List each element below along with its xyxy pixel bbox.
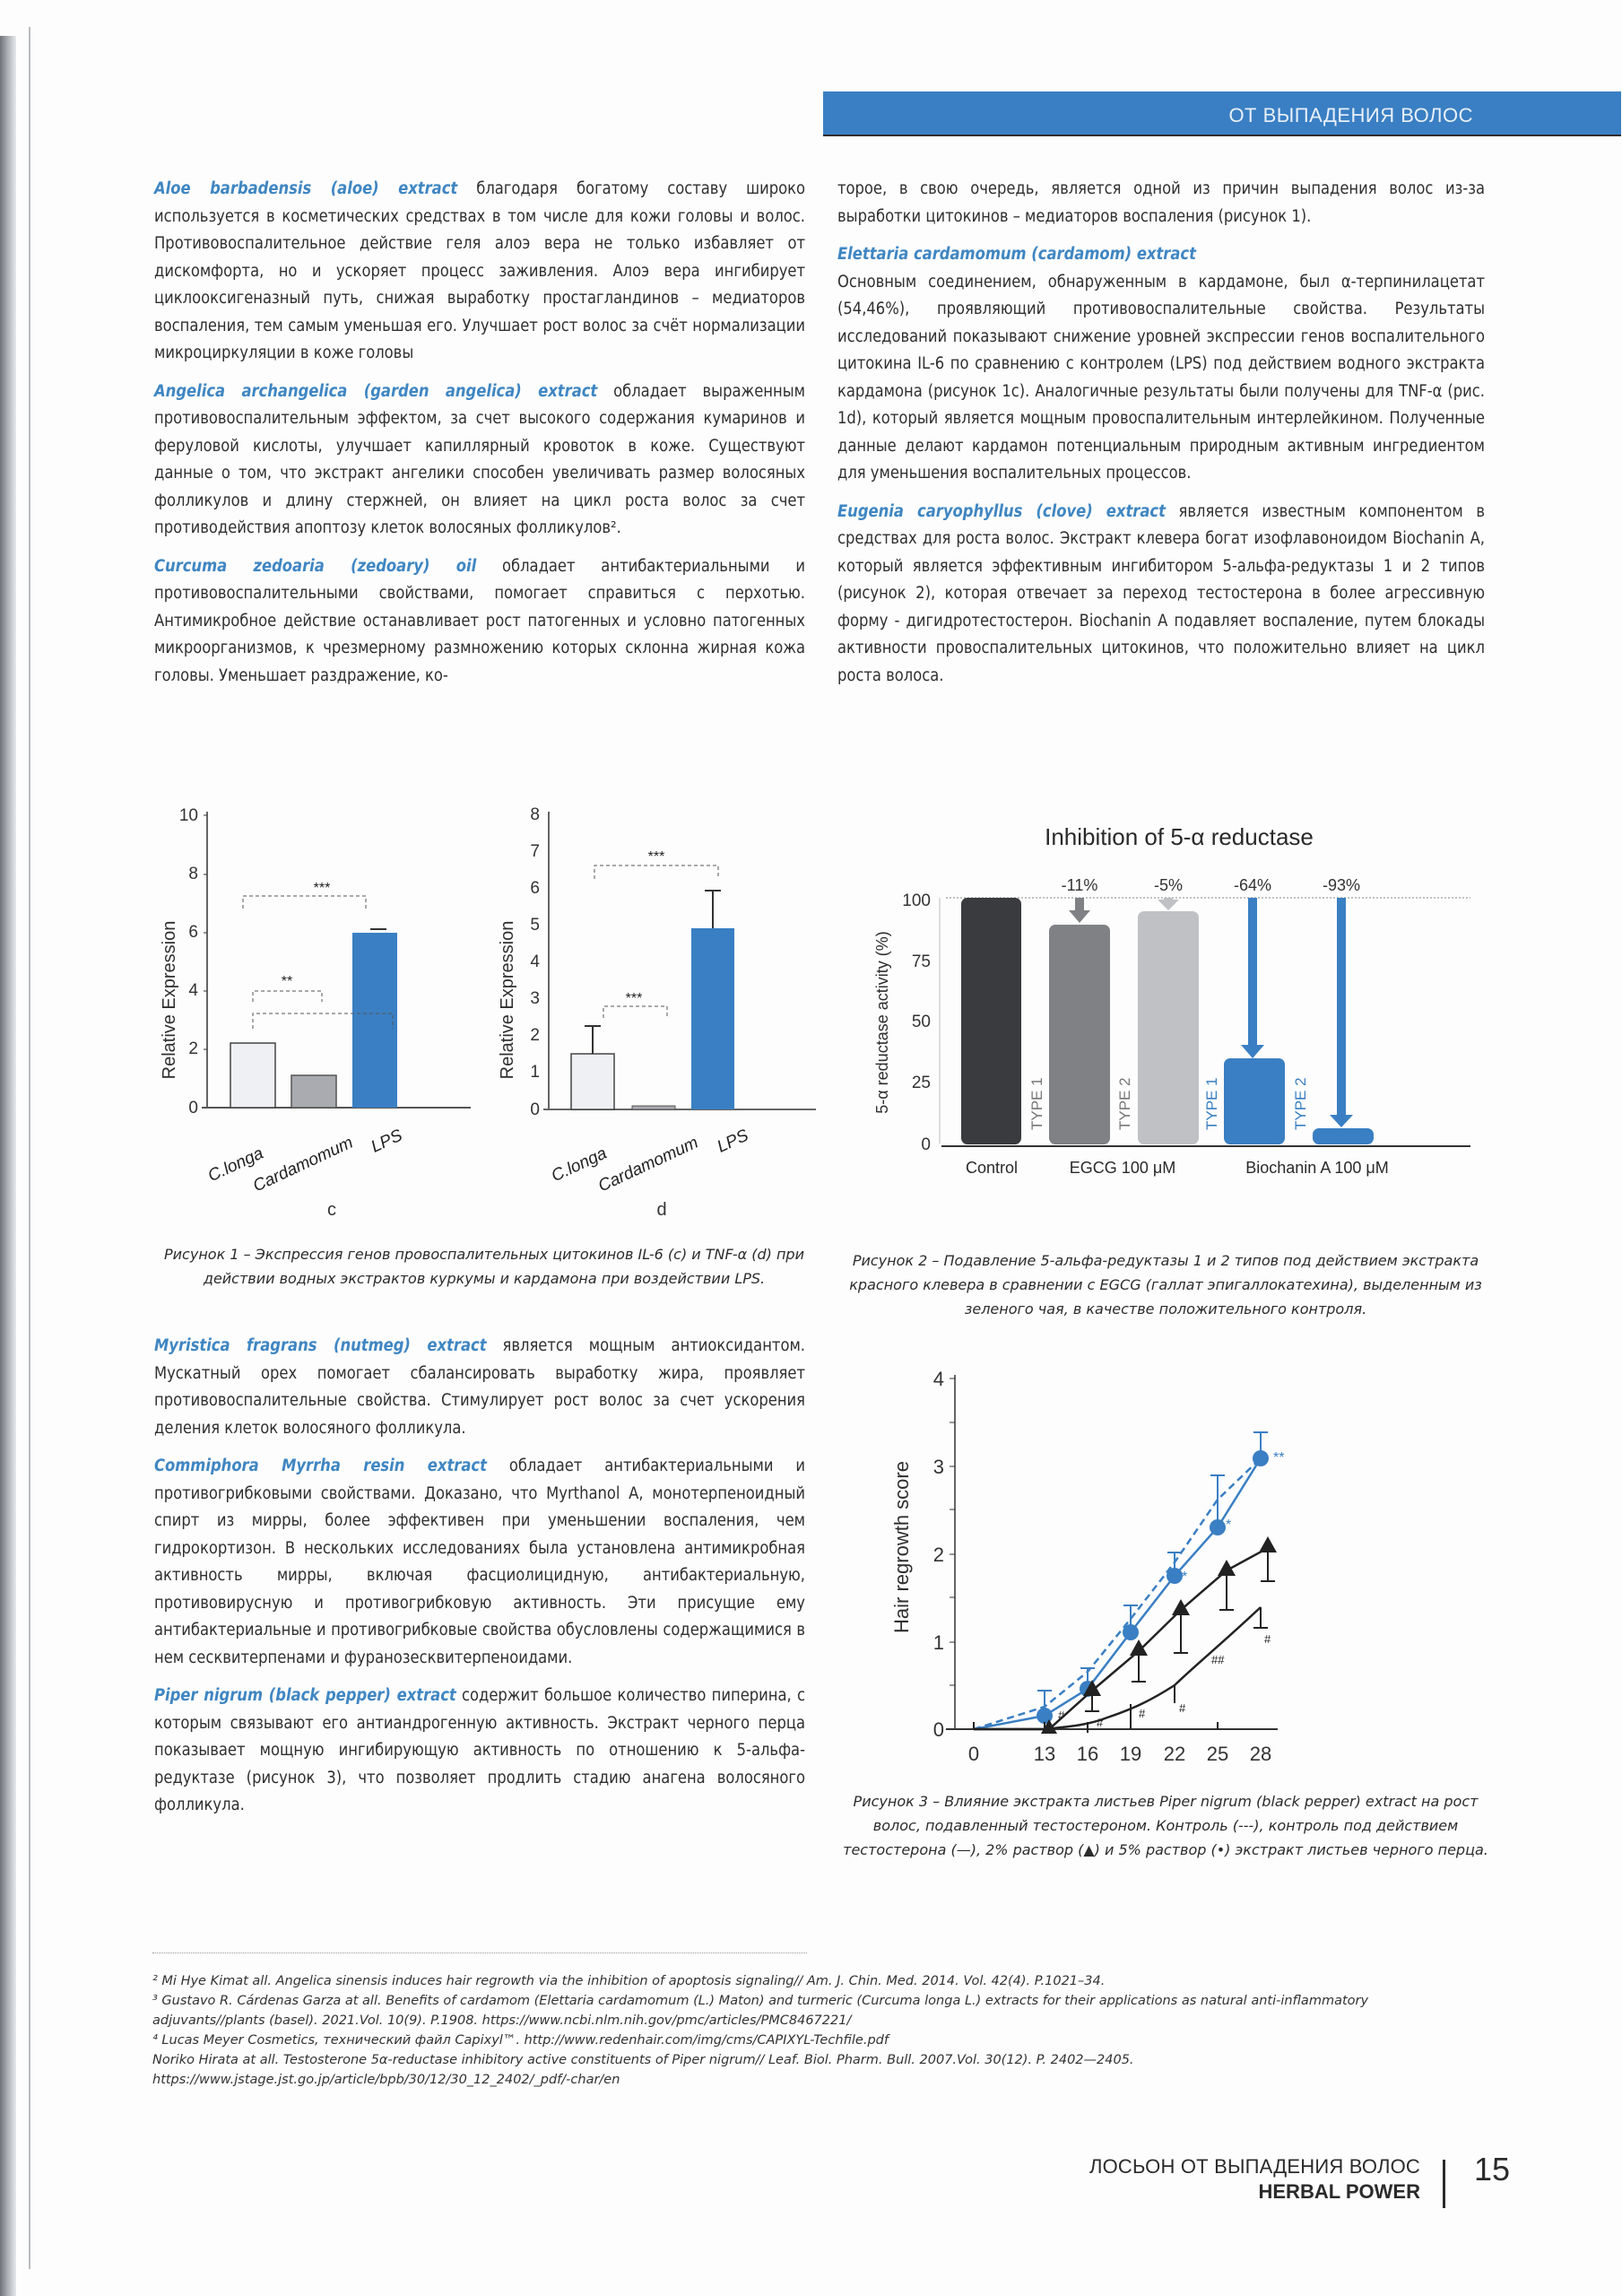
svg-text:#: # <box>1058 1709 1065 1722</box>
bar-cardamomum <box>632 1106 675 1109</box>
svg-text:*: * <box>1182 1570 1188 1585</box>
svg-text:-64%: -64% <box>1233 876 1272 894</box>
paragraph-body: благодаря богатому составу широко используется в косметических средствах в том числе для кожи головы и волос. Противовоспалительное действие геля алоэ вера не только избавляет от дискомфорта, но и ускоряет процесс заживления. Алоэ вера ингибирует циклооксигеназный путь, снижая выработку простагландинов – медиаторов воспаления, тем самым уменьшая его. Улучшает рост волос за счёт нормализации микроциркуляции в коже головы <box>154 179 805 362</box>
lower-left-column-text <box>154 1333 805 1831</box>
bar-biochanin-type1 <box>1224 1058 1285 1144</box>
footnote-4: ⁴ Lucas Meyer Cosmetics, технический файл Capixyl™. http://www.redenhair.com/img/cms/CAPIXYL-Techfile.pdf <box>152 2033 889 2048</box>
svg-text:0: 0 <box>932 1718 944 1741</box>
paragraph-clove <box>837 499 1485 691</box>
svg-text:10: 10 <box>178 806 198 825</box>
svg-text:LPS: LPS <box>714 1126 752 1157</box>
paragraph-body: обладает антибактериальными и противовоспалительными свойствами, помогает справиться с перхотью. Антимикробное действие останавливает рост патогенных и условно патогенных микроорганизмов, к чрезмерному размножению которых склонна жирная кожа головы. Уменьшает раздражение, ко- <box>154 556 805 685</box>
paragraph-lead: Commiphora Myrrha resin extract <box>154 1457 487 1475</box>
svg-text:Control: Control <box>965 1159 1019 1177</box>
left-column-text <box>154 176 805 700</box>
bar-cardamomum <box>291 1075 336 1108</box>
svg-text:13: 13 <box>1033 1743 1056 1765</box>
svg-text:6: 6 <box>188 923 198 942</box>
svg-text:Cardamomum: Cardamomum <box>250 1133 357 1196</box>
footnote-2: ² Mi Hye Kimat all. Angelica sinensis induces hair regrowth via the inhibition of apoptosis signaling// Am. J. Chin. Med. 2014. Vol. 42(4). P.1021–34. <box>152 1974 1106 1988</box>
svg-text:-93%: -93% <box>1322 876 1361 894</box>
svg-text:#: # <box>1097 1716 1104 1729</box>
paragraph-curcuma <box>154 553 805 691</box>
svg-text:5-α reductase activity (%): 5-α reductase activity (%) <box>873 931 891 1114</box>
paragraph-aloe <box>154 176 805 368</box>
paragraph-lead: Elettaria cardamomum (cardamom) extract <box>837 245 1196 264</box>
page-gutter-line <box>29 27 30 2269</box>
paragraph-black-pepper <box>154 1683 805 1820</box>
y-axis-label: Relative Expression <box>160 920 179 1080</box>
figure1c-chart <box>148 794 480 1233</box>
y-ticks <box>179 806 199 1118</box>
panel-label-d: d <box>656 1200 667 1220</box>
figure2-caption: Рисунок 2 – Подавление 5-альфа-редуктазы 1 и 2 типов под действием экстракта красного клевера в сравнении с EGCG (галлат эпигаллокатехина), выделенным из зеленого чая, в качестве положительного контроля. <box>849 1252 1482 1318</box>
paragraph-body: является мощным антиоксидантом. Мускатный орех помогает сбалансировать выработку жира, проявляет противовоспалительные свойства. Стимулирует рост волос за счет ускорения деления клеток волосяного фолликула. <box>154 1336 805 1438</box>
svg-text:22: 22 <box>1163 1743 1186 1765</box>
svg-text:1: 1 <box>932 1631 944 1654</box>
footnote-5: Noriko Hirata at all. Testosterone 5α-reductase inhibitory active constituents of Piper nigrum// Leaf. Biol. Pharm. Bull. 2007.Vol. 30(12). P. 2402—2405. <box>152 2053 1134 2067</box>
figure1-caption: Рисунок 1 – Экспрессия генов провоспалительных цитокинов IL-6 (c) и TNF-α (d) при действии водных экстрактов куркумы и кардамона при воздействии LPS. <box>164 1246 804 1287</box>
svg-text:4: 4 <box>188 981 198 1000</box>
paragraph-lead: Eugenia caryophyllus (clove) extract <box>837 501 1166 521</box>
paragraph-body: обладает антибактериальными и противогрибковыми свойствами. Доказано, что Myrthanol A, монотерпеноидный спирт из мирры, более эффективен при уменьшении воспаления, чем гидрокортизон. В нескольких исследованиях была установлена антимикробная активность мирры, включая фасциолицидную, антибактериальную, противовирусную и противогрибковую активность. Эти присущие ему антибактериальные и противогрибковые свойства обусловлены содержащимися в нем сесквитерпенами и фуранозесквитерпеноидами. <box>154 1457 805 1667</box>
svg-text:Hair regrowth score: Hair regrowth score <box>890 1461 913 1633</box>
svg-text:TYPE 1: TYPE 1 <box>1203 1077 1220 1130</box>
svg-text:8: 8 <box>530 805 540 824</box>
section-header-band <box>823 91 1621 136</box>
svg-text:3: 3 <box>530 989 540 1008</box>
bar-biochanin-type2 <box>1313 1128 1374 1144</box>
page-footer <box>1089 2151 1510 2205</box>
chart-title: Inhibition of 5-α reductase <box>1045 823 1314 850</box>
paragraph-lead: Angelica archangelica (garden angelica) extract <box>154 381 598 401</box>
svg-text:4: 4 <box>932 1368 944 1390</box>
paragraph-continuation <box>837 176 1485 230</box>
footer-brand: HERBAL POWER <box>1258 2180 1420 2203</box>
svg-text:8: 8 <box>188 865 198 883</box>
bar-lps <box>352 933 397 1108</box>
svg-text:-11%: -11% <box>1061 876 1098 894</box>
footnote-3: ³ Gustavo R. Cárdenas Garza at all. Benefits of cardamom (Elettaria cardamomum (L.) Maton) and turmeric (Curcuma longa L.) extracts for their applications as natural anti-inflammatory <box>152 1994 1369 2008</box>
bar-control <box>961 898 1021 1144</box>
svg-text:0: 0 <box>188 1099 198 1118</box>
svg-text:TYPE 1: TYPE 1 <box>1028 1077 1045 1130</box>
svg-text:2: 2 <box>932 1544 944 1566</box>
bar-egcg-type1 <box>1049 925 1110 1144</box>
svg-text:50: 50 <box>911 1013 931 1031</box>
svg-text:0: 0 <box>921 1135 931 1154</box>
footnote-divider <box>152 1952 807 1953</box>
svg-text:0: 0 <box>967 1743 980 1765</box>
svg-text:25: 25 <box>1206 1743 1229 1765</box>
svg-text:***: *** <box>625 991 643 1006</box>
figure2-chart <box>861 812 1470 1188</box>
figure3-chart <box>865 1350 1439 1780</box>
svg-text:C.longa: C.longa <box>204 1144 267 1187</box>
right-column-text <box>837 176 1485 700</box>
svg-text:Cardamomum: Cardamomum <box>595 1133 702 1196</box>
bar-clonga <box>571 1054 614 1109</box>
paragraph-body: Основным соединением, обнаруженным в кардамоне, был α-терпинилацетат (54,46%), проявляющий противовоспалительные свойства. Результаты исследований показывают снижение уровней экспрессии генов воспалительного цитокина IL-6 по сравнению с контролем (LPS) под действием водного экстракта кардамона (рисунок 1c). Аналогичные результаты были получены для TNF-α (рис. 1d), который является мощным провоспалительным интерлейкином. Полученные данные делают кардамон потенциальным природным активным ингредиентом для уменьшения воспалительных процессов. <box>837 272 1485 483</box>
paragraph-lead: Myristica fragrans (nutmeg) extract <box>154 1336 487 1355</box>
svg-text:TYPE 2: TYPE 2 <box>1116 1077 1133 1130</box>
paragraph-body: является известным компонентом в средствах для роста волос. Экстракт клевера богат изофлавоноидом Biochanin A, который является эффективным ингибитором 5-альфа-редуктазы 1 и 2 типов (рисунок 2), которая отвечает за переход тестостерона в более агрессивную форму - дигидротестостерон. Biochanin A подавляет воспаление, путем блокады активности провоспалительных цитокинов, что положительно влияет на цикл роста волоса. <box>837 501 1485 685</box>
svg-text:EGCG 100 μM: EGCG 100 μM <box>1069 1159 1176 1177</box>
svg-text:75: 75 <box>911 952 931 971</box>
y-axis-label: Relative Expression <box>498 920 517 1080</box>
paragraph-lead: Curcuma zedoaria (zedoary) oil <box>154 556 477 576</box>
footer-title: ЛОСЬОН ОТ ВЫПАДЕНИЯ ВОЛОС <box>1089 2155 1420 2178</box>
page-number: 15 <box>1473 2151 1510 2187</box>
svg-text:**: ** <box>281 974 293 989</box>
svg-text:#: # <box>1179 1701 1186 1715</box>
svg-text:*: * <box>1226 1518 1232 1533</box>
svg-text:##: ## <box>1211 1653 1225 1666</box>
paragraph-body: обладает выраженным противовоспалительным эффектом, за счет высокого содержания кумаринов и феруловой кислоты, улучшает капиллярный кровоток в коже. Существуют данные о том, что экстракт ангелики способен увеличивать размер волосяных фолликулов и длину стержней, он влияет на цикл роста волос за счет противодействия апоптозу клеток волосяных фолликулов². <box>154 381 805 537</box>
paragraph-nutmeg <box>154 1333 805 1442</box>
svg-text:2: 2 <box>188 1039 198 1058</box>
bar-egcg-type2 <box>1138 911 1199 1144</box>
svg-text:TYPE 2: TYPE 2 <box>1292 1077 1309 1130</box>
svg-text:3: 3 <box>932 1456 944 1478</box>
svg-text:25: 25 <box>911 1074 931 1092</box>
bar-lps <box>691 928 734 1109</box>
svg-text:LPS: LPS <box>368 1126 406 1157</box>
paragraph-lead: Piper nigrum (black pepper) extract <box>154 1686 456 1705</box>
svg-text:Biochanin A 100 μM: Biochanin A 100 μM <box>1245 1159 1389 1177</box>
footer-divider <box>1443 2160 1445 2208</box>
svg-text:-5%: -5% <box>1153 876 1184 894</box>
svg-text:4: 4 <box>530 952 540 971</box>
svg-text:***: *** <box>647 849 665 865</box>
svg-text:**: ** <box>1273 1450 1285 1465</box>
panel-label-c: c <box>327 1200 336 1220</box>
svg-text:1: 1 <box>530 1063 540 1082</box>
footnote-5-link: https://www.jstage.jst.go.jp/article/bpb/30/12/30_12_2402/_pdf/-char/en <box>152 2073 620 2087</box>
svg-text:#: # <box>1264 1632 1271 1646</box>
svg-text:19: 19 <box>1119 1743 1142 1765</box>
series-5pct-markers <box>1037 1450 1269 1724</box>
paragraph-angelica <box>154 378 805 543</box>
svg-text:100: 100 <box>902 891 931 910</box>
paragraph-body: содержит большое количество пиперина, с которым связывают его антиандрогенную активность. Экстракт черного перца показывает мощную ингибирующую активность по отношению к 5-альфа-редуктазе (рисунок 3), что позволяет продлить стадию анагена волосяного фолликула. <box>154 1686 805 1814</box>
figure1d-chart <box>484 794 825 1233</box>
paragraph-lead: Aloe barbadensis (aloe) extract <box>154 179 458 198</box>
svg-text:7: 7 <box>530 842 540 861</box>
svg-text:16: 16 <box>1076 1743 1099 1765</box>
page-spine-shadow <box>0 36 16 2296</box>
paragraph-myrrh <box>154 1453 805 1672</box>
footnote-3-cont: adjuvants//plants (basel). 2021.Vol. 10(9). P.1908. https://www.ncbi.nlm.nih.gov/pmc/articles/PMC8467221/ <box>152 2013 852 2028</box>
svg-text:6: 6 <box>530 879 540 898</box>
bar-clonga <box>230 1043 275 1108</box>
footnotes <box>152 1971 1479 2090</box>
svg-text:***: *** <box>313 881 331 896</box>
svg-text:28: 28 <box>1249 1743 1272 1765</box>
svg-text:C.longa: C.longa <box>548 1144 611 1187</box>
figure3-caption: Рисунок 3 – Влияние экстракта листьев Piper nigrum (black pepper) extract на рост волос, подавленный тестостероном. Контроль (---), контроль под действием тестостерона (—), 2% раствор (▲) и 5% раствор (•) экстракт листьев черного перца. <box>843 1793 1488 1858</box>
paragraph-body: торое, в свою очередь, является одной из причин выпадения волос из-за выработки цитокинов – медиаторов воспаления (рисунок 1). <box>837 179 1485 226</box>
section-title: ОТ ВЫПАДЕНИЯ ВОЛОС <box>1228 104 1473 126</box>
svg-text:0: 0 <box>530 1100 540 1119</box>
svg-text:#: # <box>1139 1707 1146 1720</box>
paragraph-cardamom <box>837 241 1485 488</box>
svg-text:5: 5 <box>530 916 540 935</box>
svg-text:2: 2 <box>530 1026 540 1045</box>
